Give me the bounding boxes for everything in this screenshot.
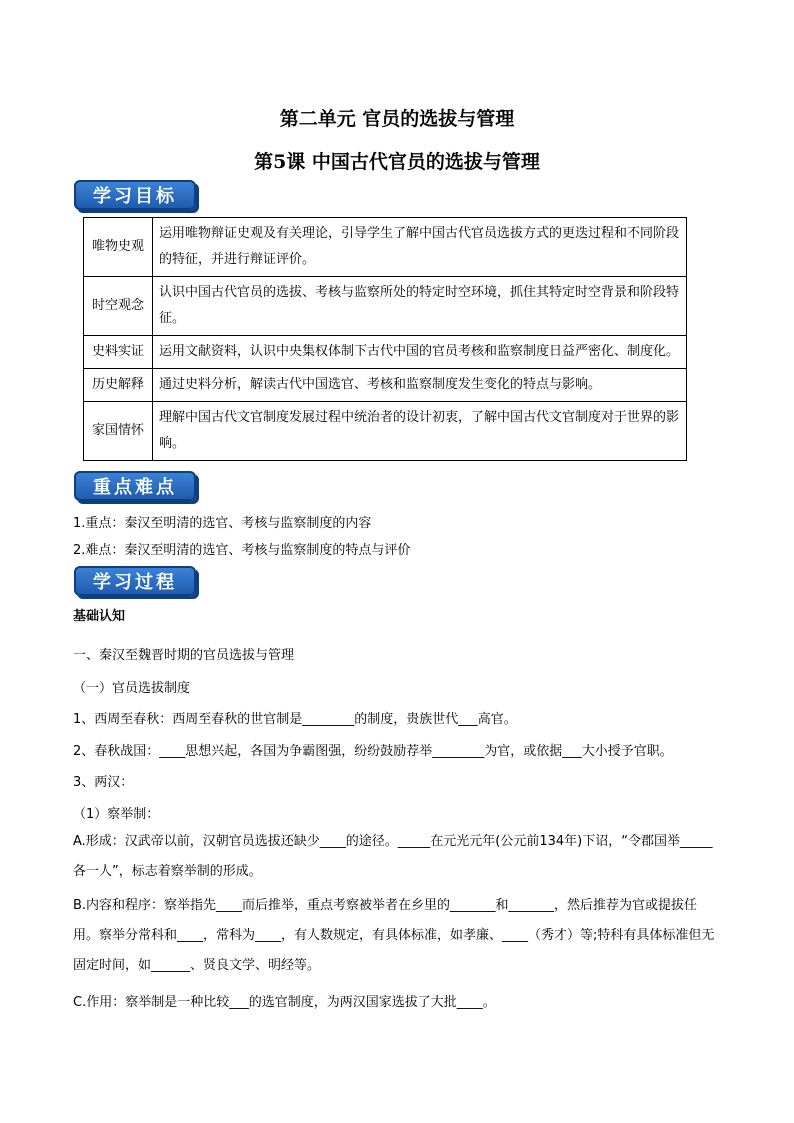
goal-value: 通过史料分析，解读古代中国选官、考核和监察制度发生变化的特点与影响。 (153, 369, 687, 402)
section-heading: 基础认知 (73, 609, 126, 624)
goal-key: 历史解释 (84, 369, 153, 402)
unit-title: 第二单元 官员的选拔与管理 (279, 108, 515, 130)
lesson-title: 第5课 中国古代官员的选拔与管理 (254, 151, 540, 173)
part1-heading: 一、秦汉至魏晋时期的官员选拔与管理 (73, 648, 295, 663)
goal-value: 认识中国古代官员的选拔、考核与监察所处的特定时空环境，抓住其特定时空背景和阶段特征。 (153, 277, 687, 336)
item-3: 3、两汉： (73, 775, 134, 790)
table-row (84, 369, 687, 402)
table-row (84, 277, 687, 336)
key-point-2: 2.难点：秦汉至明清的选官、考核与监察制度的特点与评价 (73, 543, 411, 558)
learning-goals-badge: 学习目标 (74, 180, 196, 210)
goal-key: 时空观念 (84, 277, 153, 336)
table-row (84, 218, 687, 277)
goal-key: 唯物史观 (84, 218, 153, 277)
goal-value: 运用唯物辩证史观及有关理论，引导学生了解中国古代官员选拔方式的更迭过程和不同阶段的特征，并进行辩证评价。 (153, 218, 687, 277)
goal-key: 史料实证 (84, 336, 153, 369)
item-b: B.内容和程序：察举指先____而后推举，重点考察被举者在乡里的_______和_______，然后推荐为官或提拔任用。察举分常科和____，常科为____，有人数规定，有具体标准，如孝廉、____（秀才）等;特科有具体标准但无固定时间，如______、贤良文学、明经等。 (73, 898, 715, 973)
learning-goals-table (83, 217, 687, 461)
key-points-badge: 重点难点 (74, 471, 196, 501)
goal-key: 家国情怀 (84, 402, 153, 461)
item-2: 2、春秋战国：____思想兴起，各国为争霸图强，纷纷鼓励荐举________为官，或依据___大小授予官职。 (73, 744, 673, 759)
table-row (84, 336, 687, 369)
key-point-1: 1.重点：秦汉至明清的选官、考核与监察制度的内容 (73, 516, 372, 531)
goal-value: 运用文献资料，认识中央集权体制下古代中国的官员考核和监察制度日益严密化、制度化。 (153, 336, 687, 369)
learning-process-badge: 学习过程 (74, 566, 196, 596)
item-1: 1、西周至春秋：西周至春秋的世官制是________的制度，贵族世代___高官。 (73, 712, 517, 727)
item-c: C.作用：察举制是一种比较___的选官制度，为两汉国家选拔了大批____。 (73, 995, 496, 1010)
item-a: A.形成：汉武帝以前，汉朝官员选拔还缺少____的途径。_____在元光元年(公元前134年)下诏，“令郡国举_____各一人”，标志着察举制的形成。 (73, 834, 713, 879)
item-3-sub: （1）察举制： (73, 807, 160, 822)
goal-value: 理解中国古代文官制度发展过程中统治者的设计初衷，了解中国古代文官制度对于世界的影响。 (153, 402, 687, 461)
table-row (84, 402, 687, 461)
sub1-heading: （一）官员选拔制度 (73, 681, 191, 696)
